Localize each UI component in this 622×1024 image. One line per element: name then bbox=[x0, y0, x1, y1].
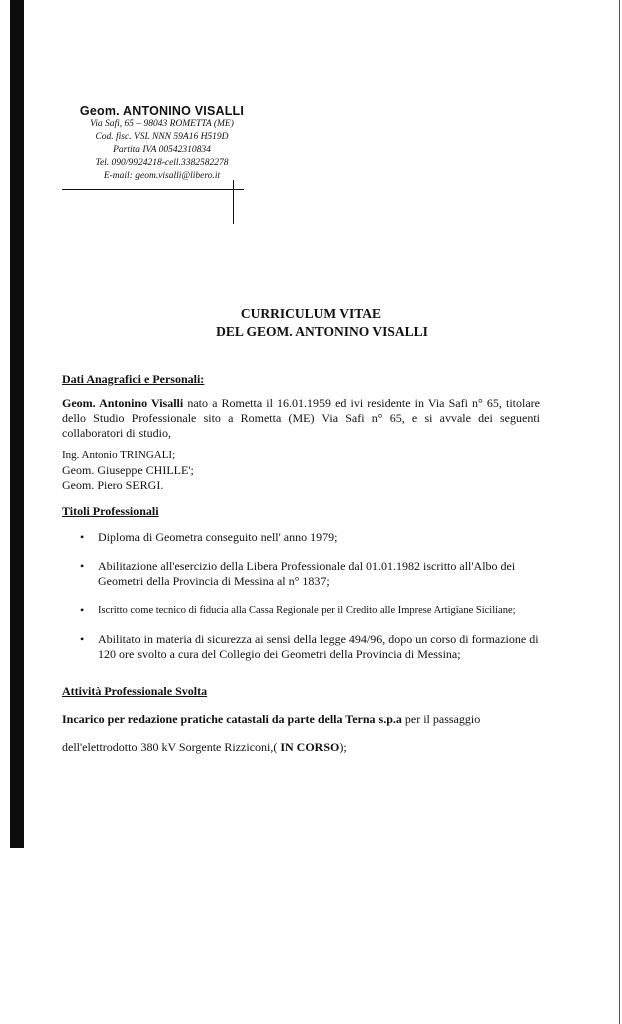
letterhead-email: E-mail: geom.visalli@libero.it bbox=[103, 171, 221, 181]
qualification-text: Iscritto come tecnico di fiducia alla Cassa Regionale per il Credito alle Imprese Artigiane Siciliane; bbox=[98, 605, 516, 616]
bullet-icon: • bbox=[80, 530, 85, 544]
letterhead-address: Via Safi, 65 – 98043 ROMETTA (ME) bbox=[90, 119, 234, 129]
qualification-item bbox=[80, 559, 540, 589]
letterhead bbox=[62, 104, 262, 183]
heading-qualifications: Titoli Professionali bbox=[62, 504, 159, 518]
heading-personal-data: Dati Anagrafici e Personali: bbox=[62, 372, 205, 386]
letterhead-phone: Tel. 090/9924218-cell.3382582278 bbox=[95, 158, 229, 168]
qualification-item bbox=[80, 530, 540, 545]
person-name: Geom. Antonino Visalli bbox=[62, 396, 184, 410]
letterhead-rule bbox=[62, 189, 244, 190]
letterhead-name: Geom. ANTONINO VISALLI bbox=[79, 104, 245, 118]
activity-line-2 bbox=[62, 740, 540, 755]
bullet-icon: • bbox=[80, 559, 85, 573]
activity-assignment: Incarico per redazione pratiche catastali da parte della Terna s.p.a bbox=[62, 712, 402, 726]
document-subtitle: DEL GEOM. ANTONINO VISALLI bbox=[216, 324, 428, 339]
scan-edge-line bbox=[619, 0, 620, 1024]
scan-border-bar bbox=[10, 0, 24, 848]
qualification-text: Abilitato in materia di sicurezza ai sensi della legge 494/96, dopo un corso di formazione di 120 ore svolto a cura del Collegio dei Geometri della Provincia di Messina; bbox=[98, 632, 539, 661]
letterhead-vat-number: Partita IVA 00542310834 bbox=[113, 145, 211, 155]
activity-line-1 bbox=[62, 712, 540, 727]
collaborator-item: Geom. Piero SERGI. bbox=[62, 478, 164, 492]
activity-project: dell'elettrodotto 380 kV Sorgente Rizziconi,( bbox=[62, 740, 281, 754]
collaborator-item: Ing. Antonio TRINGALI; bbox=[62, 449, 176, 461]
activity-project-end: ); bbox=[339, 740, 347, 754]
activity-status: IN CORSO bbox=[280, 740, 340, 754]
qualifications-list bbox=[80, 530, 540, 674]
document-title: CURRICULUM VITAE bbox=[240, 306, 382, 321]
bullet-icon: • bbox=[80, 603, 85, 617]
activity-assignment-rest: per il passaggio bbox=[401, 712, 481, 726]
letterhead-tick bbox=[233, 180, 234, 224]
heading-professional-activity: Attività Professionale Svolta bbox=[62, 684, 208, 698]
collaborators-list bbox=[62, 448, 194, 493]
qualification-text: Diploma di Geometra conseguito nell' anno 1979; bbox=[98, 530, 338, 544]
letterhead-tax-code: Cod. fisc. VSL NNN 59A16 H519D bbox=[95, 132, 229, 142]
qualification-item bbox=[80, 603, 540, 618]
qualification-text: Abilitazione all'esercizio della Libera Professionale dal 01.01.1982 iscritto all'Albo dei Geometri della Provincia di Messina al n° 1837; bbox=[98, 559, 516, 588]
personal-data-paragraph bbox=[62, 396, 540, 441]
bullet-icon: • bbox=[80, 632, 85, 646]
collaborator-item: Geom. Giuseppe CHILLE'; bbox=[62, 463, 194, 477]
qualification-item bbox=[80, 632, 540, 662]
personal-data-text: nato a Rometta il 16.01.1959 ed ivi residente in Via Safi n° 65, titolare dello Studio Professionale sito a Rometta (ME) Via Safi n° 65, e si avvale dei seguenti collaboratori di studio, bbox=[62, 396, 540, 440]
